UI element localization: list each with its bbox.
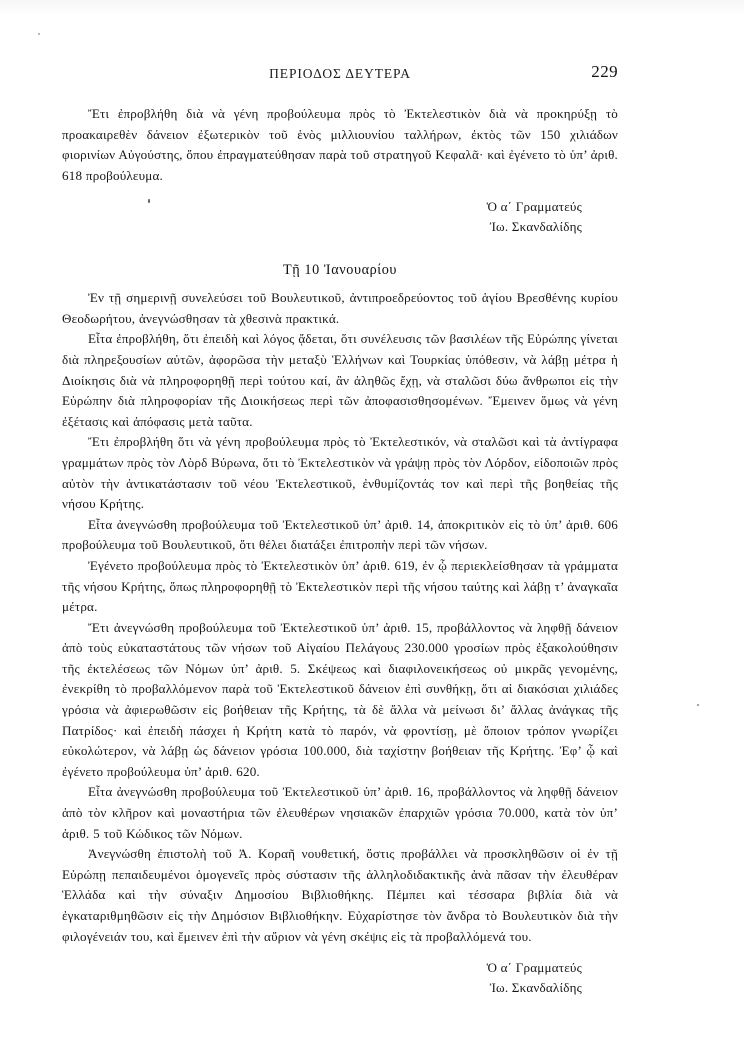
paragraph: Ἐν τῇ σημερινῇ συνελεύσει τοῦ Βουλευτικοῦ, ἀντιπροεδρεύοντος τοῦ ἁγίου Βρεσθένης κυρίου Θεοδωρήτου, ἀνεγνώσθησαν τὰ χθεσινὰ πρακτικά. <box>62 290 618 326</box>
text-block <box>62 104 618 999</box>
scan-speck <box>148 199 150 203</box>
running-head <box>62 62 618 88</box>
signature-block-top <box>62 197 618 236</box>
paragraph: Εἶτα ἀνεγνώσθη προβούλευμα τοῦ Ἐκτελεστικοῦ ὑπ’ ἀριθ. 16, προβάλλοντος νὰ ληφθῇ δάνειον ἀπὸ τὸν κλῆρον καὶ μοναστήρια τῶν ἐλευθέρων νησιακῶν ἐπαρχιῶν γρόσια 70.000, κατὰ τὸν ὑπ’ ἀριθ. 5 τοῦ Κώδικος τῶν Νόμων. <box>62 784 618 841</box>
scan-speck <box>697 704 699 706</box>
running-head-title: ΠΕΡΙΟΔΟΣ ΔΕΥΤΕΡΑ <box>269 66 411 81</box>
signature-block-bottom <box>62 958 618 997</box>
paragraph: Ἔτι ἐπροβλήθη διὰ νὰ γένη προβούλευμα πρὸς τὸ Ἐκτελεστικὸν διὰ νὰ προκηρύξῃ τὸ προακαιρεθὲν δάνειον ἐξωτερικὸν τοῦ ἑνὸς μιλλιουνίου ταλλήρων, ἐκτὸς τῶν 150 χιλιάδων φιορινίων Αὐγούστης, ὅπου ἐπραγματεύθησαν παρὰ τοῦ στρατηγοῦ Κεφαλᾶ· καὶ ἐγένετο τὸ ὑπ’ ἀριθ. 618 προβούλευμα. <box>62 106 618 183</box>
scan-edge-shading <box>0 0 744 16</box>
paragraph: Ἔτι ἐπροβλήθη ὅτι νὰ γένη προβούλευμα πρὸς τὸ Ἐκτελεστικόν, νὰ σταλῶσι καὶ τὰ ἀντίγραφα γραμμάτων πρὸς τὸν Λὸρδ Βύρωνα, ὅτι τὸ Ἐκτελεστικὸν νὰ γράψῃ πρὸς τὸν Λόρδον, εἰδοποιῶν πρὸς αὐτὸν τὴν ἀντικατάστασιν τοῦ νέου Ἐκτελεστικοῦ, ἐνθυμίζοντάς τον καὶ περὶ τῆς βοηθείας τῆς νήσου Κρήτης. <box>62 434 618 512</box>
paragraph: Εἶτα ἀνεγνώσθη προβούλευμα τοῦ Ἐκτελεστικοῦ ὑπ’ ἀριθ. 14, ἀποκριτικὸν εἰς τὸ ὑπ’ ἀριθ. 606 προβούλευμα τοῦ Βουλευτικοῦ, ὅτι θέλει διατάξει ἐπιτροπὴν περὶ τῶν νήσων. <box>62 516 618 553</box>
signature-title: Ὁ α΄ Γραμματεύς <box>486 960 582 976</box>
paragraph: Ἐγένετο προβούλευμα πρὸς τὸ Ἐκτελεστικὸν ὑπ’ ἀριθ. 619, ἐν ᾧ περιεκλείσθησαν τὰ γράμματα τῆς νήσου Κρήτης, ὅπως πληροφορηθῇ τὸ Ἐκτελεστικὸν περὶ τῆς νήσου ταύτης καὶ λάβῃ τ’ ἀναγκαῖα μέτρα. <box>62 557 618 615</box>
paragraph: Εἶτα ἐπροβλήθη, ὅτι ἐπειδὴ καὶ λόγος ᾄδεται, ὅτι συνέλευσις τῶν βασιλέων τῆς Εὐρώπης γίνεται διὰ πληρεξουσίων αὐτῶν, ἀφορῶσα τὴν μεταξὺ Ἑλλήνων καὶ Τουρκίας ὑπόθεσιν, νὰ λάβῃ μέτρα ἡ Διοίκησις διὰ νὰ πληροφορηθῇ περὶ τούτου καί, ἂν ἀληθῶς ἔχῃ, νὰ σταλῶσι δύω ἄνθρωποι εἰς τὴν Εὐρώπην διὰ πληροφορίαν τῆς Διοικήσεως περὶ τῶν ἀποφασισθησομένων. Ἔμεινεν ὅμως νὰ γένη ἐξέτασις καὶ ἀπόφασις μετὰ ταῦτα. <box>62 331 618 429</box>
section-heading-date: Τῇ 10 Ἰανουαρίου <box>282 262 398 279</box>
scan-speck <box>38 33 40 35</box>
signature-title: Ὁ α΄ Γραμματεύς <box>486 199 582 215</box>
signature-name: Ἰω. Σκανδαλίδης <box>489 979 582 995</box>
paragraph: Ἔτι ἀνεγνώσθη προβούλευμα τοῦ Ἐκτελεστικοῦ ὑπ’ ἀριθ. 15, προβάλλοντος νὰ ληφθῇ δάνειον ἀπὸ τοὺς εὐκαταστάτους τῶν νήσων τοῦ Αἰγαίου Πελάγους 230.000 γροσίων πρὸς ἐξακολούθησιν τῆς ἐκτελέσεως τῶν Νόμων ὑπ’ ἀριθ. 5. Σκέψεως καὶ διαφιλονεικήσεως οὐ μικρᾶς γενομένης, ἐνεκρίθη τὸ προβαλλόμενον παρὰ τοῦ Ἐκτελεστικοῦ δάνειον ἐπὶ συνθήκῃ, ὅτι αἱ διακόσιαι χιλιάδες γρόσια νὰ ἀφιερωθῶσιν εἰς βοήθειαν τῆς Κρήτης, τὰ δὲ ἄλλα νὰ μείνωσι δι’ ἄλλας ἀνάγκας τῆς Πατρίδος· καὶ ἐπειδὴ πάσχει ἡ Κρήτη κατὰ τὸ παρόν, νὰ φροντίσῃ, μὲ ὅποιον τρόπον γνωρίζει εὐκολώτερον, νὰ λάβῃ ὡς δάνειον γρόσια 100.000, διὰ ταχίστην βοήθειαν τῆς Κρήτης. Ἐφ’ ᾧ καὶ ἐγένετο προβούλευμα ὑπ’ ἀριθ. 620. <box>62 619 618 779</box>
page-number: 229 <box>591 62 618 81</box>
signature-name: Ἰω. Σκανδαλίδης <box>489 218 582 234</box>
paragraph: Ἀνεγνώσθη ἐπιστολὴ τοῦ Ἀ. Κοραῆ νουθετική, ὅστις προβάλλει νὰ προσκληθῶσιν οἱ ἐν τῇ Εὐρώπῃ πεπαιδευμένοι ὁμογενεῖς πρὸς σύστασιν τῆς ἀλληλοδιδακτικῆς ἀνὰ πᾶσαν τὴν ἐλευθέραν Ἑλλάδα καὶ τὴν σύναξιν Δημοσίου Βιβλιοθήκης. Πέμπει καὶ τέσσαρα βιβλία διὰ νὰ ἐγκαταριθμηθῶσιν εἰς τὴν Δημόσιον Βιβλιοθήκην. Εὐχαρίστησε τὸν ἄνδρα τὸ Βουλευτικὸν διὰ τὴν φιλογένειάν του, καὶ ἔμεινεν ἐπὶ τὴν αὔριον νὰ γένη σκέψις εἰς τὰ προβαλλόμενά του. <box>62 846 618 944</box>
